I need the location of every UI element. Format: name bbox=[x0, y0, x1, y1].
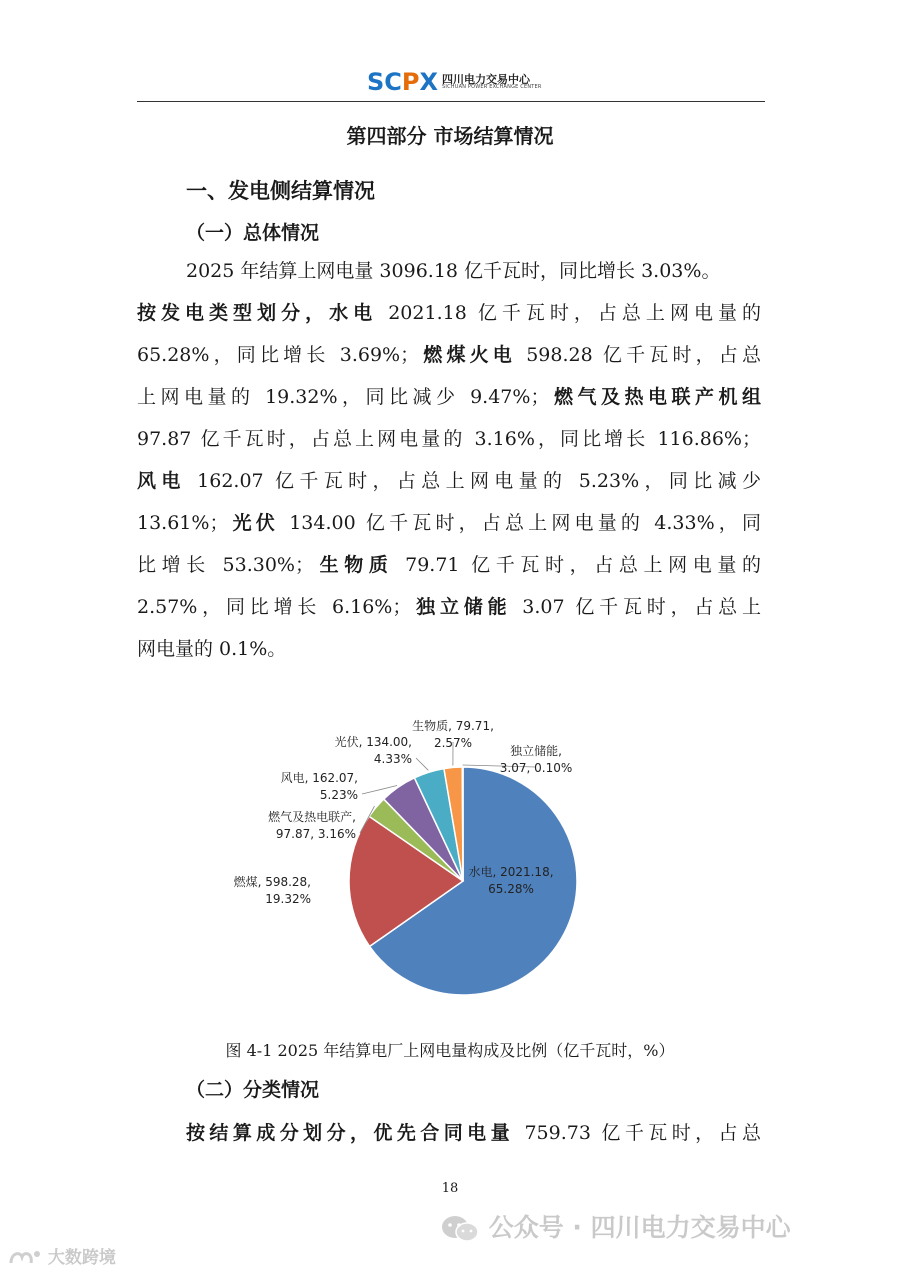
page-number: 18 bbox=[441, 1181, 459, 1196]
pie-slice bbox=[462, 767, 463, 881]
section-heading: 一、发电侧结算情况 bbox=[186, 178, 375, 203]
paragraph-line-5: 97.87 亿千瓦时，占总上网电量的 3.16%，同比增长 116.86%； bbox=[137, 428, 761, 450]
paragraph-line-7: 13.61%；光伏 134.00 亿千瓦时，占总上网电量的 4.33%，同 bbox=[137, 512, 761, 534]
pie-chart bbox=[206, 678, 698, 1018]
logo-mark: SCPX bbox=[367, 68, 439, 96]
pie-slice-label: 燃煤, 598.28, 19.32% bbox=[233, 875, 311, 906]
subsection-heading-categories: （二）分类情况 bbox=[186, 1079, 320, 1101]
logo-chinese-name: 四川电力交易中心 bbox=[442, 73, 531, 86]
paragraph-line-1: 2025 年结算上网电量 3096.18 亿千瓦时，同比增长 3.03%。 bbox=[186, 260, 721, 282]
paragraph-line-8: 比增长 53.30%；生物质 79.71 亿千瓦时，占总上网电量的 bbox=[137, 554, 761, 576]
page-header bbox=[137, 66, 765, 104]
corner-watermark: 大数跨境 bbox=[8, 1243, 116, 1268]
paragraph-line-3: 65.28%，同比增长 3.69%；燃煤火电 598.28 亿千瓦时，占总 bbox=[137, 344, 761, 366]
paragraph-line-9: 2.57%，同比增长 6.16%；独立储能 3.07 亿千瓦时，占总上 bbox=[137, 596, 761, 618]
header-divider bbox=[137, 101, 765, 102]
pie-slice-label: 独立储能, 3.07, 0.10% bbox=[499, 744, 573, 775]
wechat-watermark: 公众号 · 四川电力交易中心 bbox=[440, 1208, 791, 1244]
paragraph-line-6: 风电 162.07 亿千瓦时，占总上网电量的 5.23%，同比减少 bbox=[137, 470, 761, 492]
logo-text bbox=[442, 74, 542, 90]
pie-slice-label: 燃气及热电联产, 97.87, 3.16% bbox=[268, 810, 356, 841]
paragraph2-line-1: 按结算成分划分，优先合同电量 759.73 亿千瓦时，占总 bbox=[186, 1122, 761, 1144]
part-title: 第四部分 市场结算情况 bbox=[346, 124, 554, 148]
scpx-logo bbox=[367, 68, 542, 96]
paragraph-line-2: 按发电类型划分，水电 2021.18 亿千瓦时，占总上网电量的 bbox=[137, 302, 761, 324]
wechat-icon bbox=[440, 1214, 480, 1244]
pie-slice-label: 水电, 2021.18, 65.28% bbox=[468, 865, 554, 896]
brand-mark-icon bbox=[8, 1248, 42, 1268]
pie-slice-label: 生物质, 79.71, 2.57% bbox=[412, 719, 494, 750]
paragraph-line-10: 网电量的 0.1%。 bbox=[137, 638, 287, 660]
pie-slice-label: 光伏, 134.00, 4.33% bbox=[334, 735, 412, 766]
subsection-heading-overall: （一）总体情况 bbox=[186, 222, 320, 244]
paragraph-line-4: 上网电量的 19.32%，同比减少 9.47%；燃气及热电联产机组 bbox=[137, 386, 761, 408]
pie-slices bbox=[349, 767, 577, 995]
figure-caption: 图 4-1 2025 年结算电厂上网电量构成及比例（亿千瓦时，%） bbox=[225, 1041, 675, 1060]
pie-slice-label: 风电, 162.07, 5.23% bbox=[280, 771, 358, 802]
pie-leader-line bbox=[416, 758, 428, 770]
logo-english-name: SICHUAN POWER EXCHANGE CENTER bbox=[442, 84, 542, 90]
